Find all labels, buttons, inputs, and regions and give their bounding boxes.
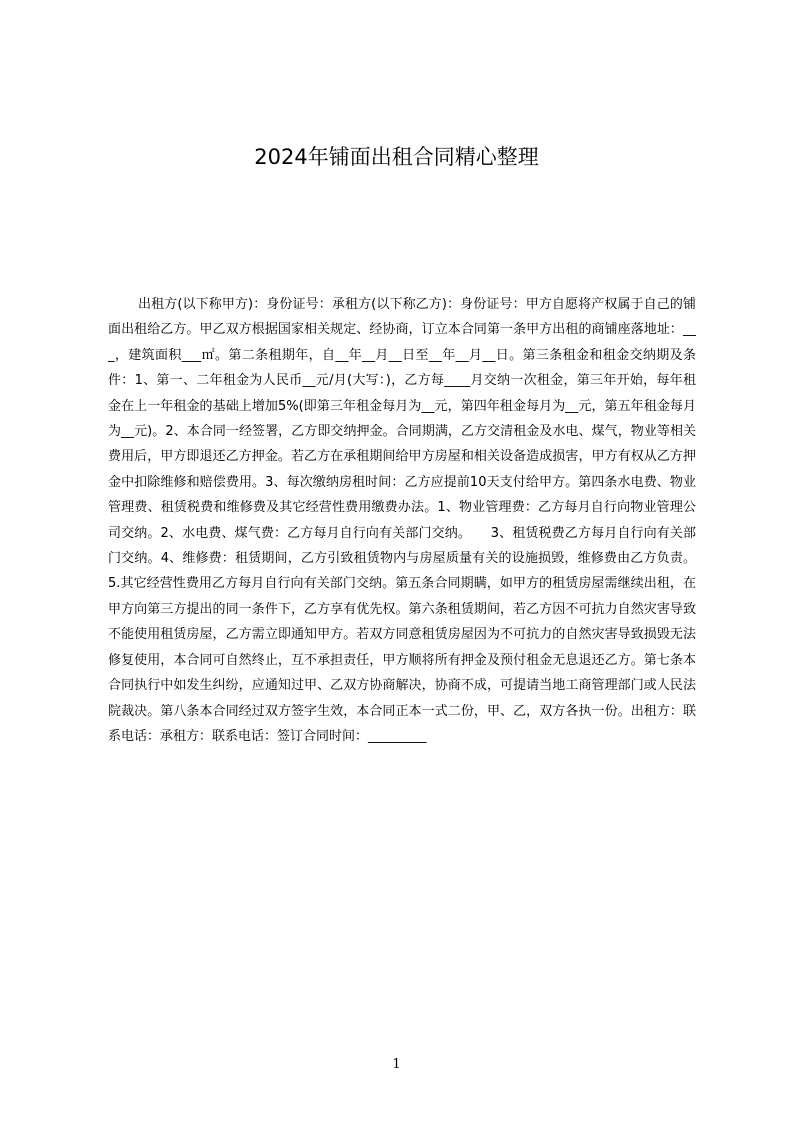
document-title: 2024年铺面出租合同精心整理 [254, 145, 539, 169]
page-number: 1 [392, 1057, 401, 1072]
contract-body-text: 出租方(以下称甲方)：身份证号：承租方(以下称乙方)：身份证号：甲方自愿将产权属于自己的铺面出租给乙方。甲乙双方根据国家相关规定、经协商，订立本合同第一条甲方出租的商铺座落地址：___，建筑面积___㎡。第二条租期年，自__年__月__日至__年__月__日。第三条租金和租金交纳期及条件：1、第一、二年租金为人民币__元/月(大写：)，乙方每____月交纳一次租金，第三年开始，每年租金在上一年租金的基础上增加5%(即第三年租金每月为__元，第四年租金每月为__元，第五年租金每月为__元)。2、本合同一经签署，乙方即交纳押金。合同期满，乙方交清租金及水电、煤气，物业等相关费用后，甲方即退还乙方押金。若乙方在承租期间给甲方房屋和相关设备造成损害，甲方有权从乙方押金中扣除维修和赔偿费用。3、每次缴纳房租时间：乙方应提前10天支付给甲方。第四条水电费、物业管理费、租赁税费和维修费及其它经营性费用缴费办法。1、物业管理费：乙方每月自行向物业管理公司交纳。2、水电费、煤气费：乙方每月自行向有关部门交纳。 3、租赁税费乙方每月自行向有关部门交纳。4、维修费：租赁期间，乙方引致租赁物内与房屋质量有关的设施损毁，维修费由乙方负责。5.其它经营性费用乙方每月自行向有关部门交纳。第五条合同期瞒，如甲方的租赁房屋需继续出租，在甲方向第三方提出的同一条件下，乙方享有优先权。第六条租赁期间，若乙方因不可抗力自然灾害导致不能使用租赁房屋，乙方需立即通知甲方。若双方同意租赁房屋因为不可抗力的自然灾害导致损毁无法修复使用，本合同可自然终止，互不承担责任，甲方顺将所有押金及预付租金无息退还乙方。第七条本合同执行中如发生纠纷，应通知过甲、乙双方协商解决，协商不成，可提请当地工商管理部门或人民法院裁决。第八条本合同经过双方签字生效，本合同正本一式二份，甲、乙，双方各执一份。出租方：联系电话：承租方：联系电话：签订合同时间：_________ [108, 297, 696, 744]
